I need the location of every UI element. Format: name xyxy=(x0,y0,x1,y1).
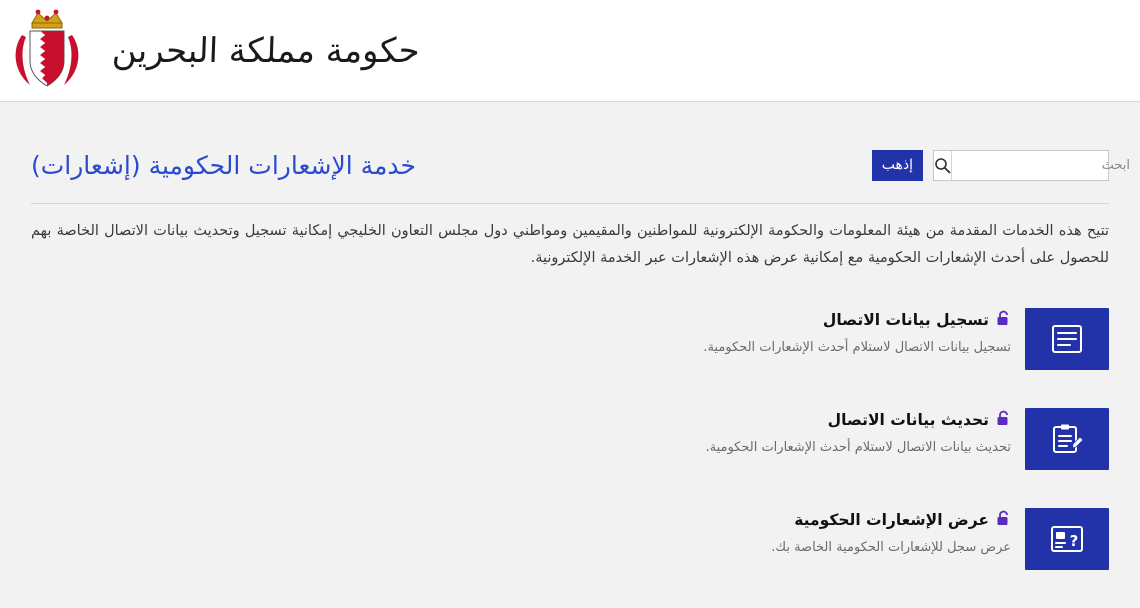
card-description: عرض سجل للإشعارات الحكومية الخاصة بك. xyxy=(771,540,1011,556)
card-title[interactable]: عرض الإشعارات الحكومية xyxy=(794,510,989,529)
service-card-update[interactable] xyxy=(577,408,1109,470)
svg-text:?: ? xyxy=(1069,531,1079,550)
card-text xyxy=(577,508,1011,559)
search-box[interactable] xyxy=(933,150,1109,181)
search-input[interactable] xyxy=(952,151,1138,180)
search-area xyxy=(872,150,1109,181)
page-body xyxy=(0,102,1140,608)
clipboard-edit-icon xyxy=(1025,408,1109,470)
bahrain-coat-of-arms xyxy=(8,5,86,97)
intro-paragraph: تتيح هذه الخدمات المقدمة من هيئة المعلومات والحكومة الإلكترونية للمواطنين والمقيمين ومواطني دول مجلس التعاون الخليجي إمكانية تسجيل وتحديث بيانات الاتصال الخاصة بهم للحصول على أحدث الإشعارات الحكومية مع إمكانية عرض هذه الإشعارات عبر الخدمة الإلكترونية. xyxy=(31,223,1109,266)
id-card-icon xyxy=(1025,308,1109,370)
card-title-row xyxy=(577,410,1011,432)
content-container xyxy=(15,102,1125,608)
search-go-button[interactable]: إذهب xyxy=(872,150,923,181)
card-title-row xyxy=(577,510,1011,532)
title-and-search-row xyxy=(31,102,1109,181)
service-card-grid xyxy=(31,308,1109,608)
card-text xyxy=(577,308,1011,359)
card-title[interactable]: تسجيل بيانات الاتصال xyxy=(822,310,989,329)
card-title[interactable]: تحديث بيانات الاتصال xyxy=(827,410,989,429)
unlock-icon xyxy=(996,410,1011,431)
card-title-row xyxy=(577,310,1011,332)
notification-screen-icon xyxy=(1025,508,1109,570)
card-text xyxy=(577,408,1011,459)
service-card-register[interactable] xyxy=(577,308,1109,370)
unlock-icon xyxy=(996,310,1011,331)
page-title: خدمة الإشعارات الحكومية (إشعارات) xyxy=(31,150,416,180)
card-description: تحديث بيانات الاتصال لاستلام أحدث الإشعارات الحكومية. xyxy=(705,440,1011,456)
card-description: تسجيل بيانات الاتصال لاستلام أحدث الإشعارات الحكومية. xyxy=(703,340,1011,356)
title-divider xyxy=(31,203,1109,204)
search-icon[interactable] xyxy=(934,151,952,180)
bahrain-government-wordmark: حكومة مملكة البحرين xyxy=(111,30,421,71)
service-card-view-notifications[interactable] xyxy=(577,508,1109,570)
unlock-icon xyxy=(996,510,1011,531)
site-header xyxy=(0,0,1140,102)
